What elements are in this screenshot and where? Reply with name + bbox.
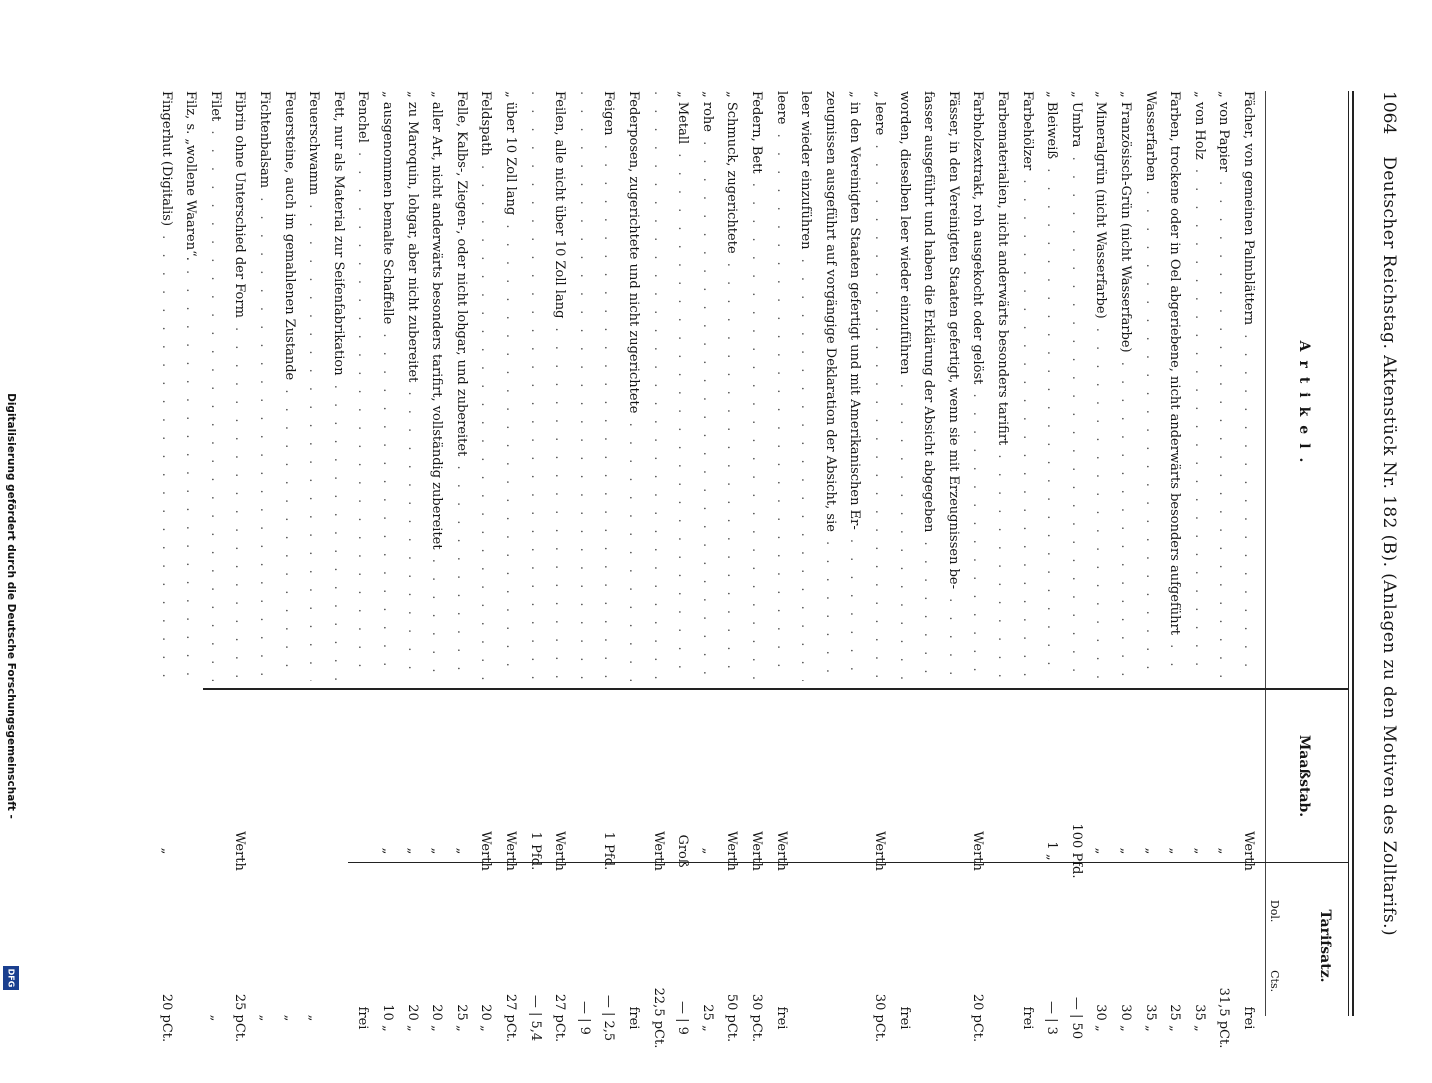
measure-cell: Werth [872,831,887,871]
header-bottom-rule [1265,91,1266,1016]
table-row [1165,91,1184,1032]
article-cell: Farbematerialien, nicht anderwärts besonders tarifirt . . . [993,91,1012,681]
rate-cell: 30 „ [1118,1004,1133,1032]
rate-cell: „ [281,1014,297,1022]
article-cell: Feldspath . . . [476,91,495,681]
table-row [255,91,274,1022]
article-cell: „ Schmuck, zugerichtete . . . [722,91,741,681]
table-row [353,91,372,1030]
rate-cell: 30 pCt. [872,993,887,1043]
article-cell: „ Mineralgrün (nicht Wasserfarbe) . . . [1091,91,1110,681]
dfg-logo-text: DFG [6,968,16,988]
measure-cell: Werth [773,831,789,871]
rate-cell: „ [257,1014,272,1022]
article-cell: Feilen, alle nicht über 10 Zoll lang . . . [550,91,569,681]
measure-cell: „ [1142,847,1158,855]
table-row [1116,91,1135,1032]
article-cell: Fichtenbalsam . . . [255,91,274,681]
rate-cell: 50 pCt. [724,993,740,1043]
rate-cell: frei [626,1006,641,1030]
rate-cell: 25 „ [699,1004,715,1032]
table-row [624,91,643,1030]
article-cell: Wasserfarben . . . [1141,91,1160,681]
table-row [206,91,225,1022]
table-row [378,91,397,1032]
table-row [280,91,299,1022]
table-row [1190,91,1209,1032]
table-row [649,91,668,1049]
rate-cell: 27 pCt. [503,993,518,1043]
article-cell: Farbholzextrakt, roh ausgekocht oder gelöst . . . [968,91,987,681]
rate-cell: — | 3 [1044,1001,1060,1035]
article-cell: Filz, s. „wollene Waaren“. . . . [181,91,200,681]
measure-cell: „ [1216,847,1232,855]
table-row [476,91,495,1032]
article-cell: zeugnissen ausgeführt auf vorgängige Deklaration der Absicht, sie . . . [821,91,840,681]
page-number: 1064 [1379,91,1399,135]
document-page [0,16,1416,1049]
table-row [747,91,766,1043]
measure-cell: „ [1118,847,1133,855]
column-header-massstab: Maaßstab. [1296,734,1313,818]
table-row [1067,91,1086,1040]
rate-cell: 30 „ [1093,1004,1109,1032]
article-cell: Fenchel . . . [353,91,372,681]
table-row [895,91,914,1030]
table-row [599,91,618,1042]
rate-cell: 31,5 pCt. [1216,987,1232,1049]
article-cell: „ rohe . . . [698,91,717,681]
table-row [1239,91,1258,1030]
rate-cell: frei [896,1006,912,1030]
header-rule-thin [1348,91,1349,1016]
measure-cell: „ [158,847,174,855]
measure-cell: 100 Pfd. [1068,823,1084,879]
article-cell: „ in den Vereinigten Staaten gefertigt und mit Amerikanischen Er- . . . [845,91,864,681]
measure-cell: Werth [552,831,568,871]
table-row [329,91,348,1016]
article-cell: Federposen, zugerichtete und nicht zugerichtete . . . [624,91,643,681]
table-row [722,91,741,1043]
table-row [944,91,963,1016]
measure-cell: Werth [749,831,764,871]
measure-cell: „ [1191,847,1207,855]
page-title: Deutscher Reichstag. Aktenstück Nr. 182 (B). (Anlagen zu den Motiven des Zolltarifs.) [1379,156,1399,937]
subheader-cts: Cts. [1268,970,1281,993]
rate-cell: 20 „ [404,1004,420,1032]
rate-cell: frei [773,1006,789,1030]
table-row [526,91,545,1042]
table-row [501,91,520,1043]
table-row [1091,91,1110,1032]
article-cell: Fässer, in den Vereinigten Staaten gefertigt, wenn sie mit Erzeugnissen be- . . . [944,91,963,681]
measure-cell: 1 Pfd. [601,831,617,871]
rate-cell: frei [355,1006,371,1030]
rate-cell: 20 „ [429,1004,445,1032]
measure-cell: 1 „ [1044,841,1060,861]
rate-cell: 20 pCt. [970,993,986,1043]
measure-cell: „ [429,847,445,855]
article-cell: „ ausgenommen bemalte Schaffelle . . . [378,91,397,681]
rate-cell: „ [207,1014,223,1022]
article-cell [649,91,668,681]
article-cell: Fächer, von gemeinen Palmblättern . . . [1239,91,1258,681]
article-cell: Fingerhut (Digitalis) . . . [157,91,176,681]
article-cell: „ Bleiweiß . . . [1042,91,1061,681]
rate-cell: 25 „ [453,1004,469,1032]
table-row [452,91,471,1032]
measure-cell: Werth [1241,831,1256,871]
measure-cell: „ [1093,847,1109,855]
article-cell: „ aller Art, nicht anderwärts besonders tarifirt, vollständig zubereitet . . . [427,91,446,681]
article-cell: Farben, trockene oder in Oel abgeriebene, nicht anderwärts besonders aufgeführt . . . [1165,91,1184,681]
table-row [772,91,791,1030]
column-header-tarif: Tarifsatz. [1317,909,1333,983]
measure-cell: „ [404,847,420,855]
table-row [575,91,594,1035]
article-cell: Fett, nur als Material zur Seifenfabrikation . . . [329,91,348,681]
rate-cell: frei [1241,1006,1256,1030]
measure-cell: Groß [675,834,691,868]
rate-cell: 20 „ [478,1004,494,1032]
rate-cell: 22,5 pCt. [650,987,666,1049]
article-cell: „ von Holz . . . [1190,91,1209,681]
article-cell: Federn, Bett . . . [747,91,766,681]
article-cell: fasser ausgeführt und haben die Erklärung der Absicht abgegeben . . . [919,91,938,681]
header-rule [1352,91,1354,1016]
article-cell: Farbehölzer . . . [1018,91,1037,681]
article-cell: „ von Papier . . . [1214,91,1233,681]
measure-cell: Werth [478,831,494,871]
table-row [845,91,864,1016]
table-row [1214,91,1233,1049]
measure-cell: Werth [724,831,740,871]
article-cell: „ Metall . . . [673,91,692,681]
table-row [1042,91,1061,1035]
article-cell: Felle, Kalbs-, Ziegen-, oder nicht lohgar, und zubereitet . . . [452,91,471,681]
table-row [1018,91,1037,1030]
measure-cell: „ [380,847,395,855]
rate-cell: — | 9 [675,1001,691,1035]
article-cell: worden, dieselben leer wieder einzuführen . . . [895,91,914,681]
measure-cell: Werth [650,831,666,871]
article-cell: leere . . . [772,91,791,681]
rate-cell: 10 „ [380,1004,395,1032]
rate-cell: 27 pCt. [552,993,568,1043]
subheader-dol: Dol. [1268,899,1281,923]
measure-cell: Werth [970,831,986,871]
rate-cell: — | 2,5 [601,994,617,1042]
rate-cell: frei [1019,1006,1035,1030]
article-cell: Feigen . . . [599,91,618,681]
rate-cell: 20 pCt. [158,993,174,1043]
rate-cell: 35 „ [1142,1004,1158,1032]
article-cell [575,91,594,681]
article-cell: „ zu Maroquin, lohgar, aber nicht zubereitet . . . [403,91,422,681]
table-row [993,91,1012,1016]
article-cell [526,91,545,681]
article-cell: Filet . . . [206,91,225,681]
tarif-subheaders [1268,876,1281,1016]
table-row [157,91,176,1043]
measure-cell: „ [699,847,715,855]
table-row [1141,91,1160,1032]
page-header [1372,91,1406,1016]
article-cell: „ Umbra . . . [1067,91,1086,681]
measure-cell: 1 Pfd. [527,831,543,871]
table-row [550,91,569,1043]
rate-cell: 30 pCt. [749,993,764,1043]
table-row [796,91,815,1016]
article-cell: Fibrin ohne Unterschied der Form . . . [230,91,249,681]
table-row [968,91,987,1043]
table-row [919,91,938,1016]
measure-cell: Werth [503,831,518,871]
funding-note-text: Digitalisierung gefördert durch die Deutsche Forschungsgemeinschaft - [5,393,17,819]
table-row [821,91,840,1016]
article-cell: Feuersteine, auch im gemahlenen Zustande . . . [280,91,299,681]
table-row [673,91,692,1035]
measure-cell: „ [453,847,469,855]
article-cell: „ Französisch-Grün (nicht Wasserfarbe) . . . [1116,91,1135,681]
table-row [427,91,446,1032]
measure-cell: Werth [232,831,248,871]
measure-cell: „ [1167,847,1183,855]
rate-cell: 25 „ [1167,1004,1183,1032]
article-cell: „ über 10 Zoll lang . . . [501,91,520,681]
rate-cell: — | 9 [576,1001,592,1035]
table-row [181,91,200,1016]
rate-cell: 25 pCt. [232,993,248,1043]
rate-cell: — | 5,4 [527,994,543,1042]
article-cell: leer wieder einzuführen . . . [796,91,815,681]
table-row [870,91,889,1043]
rate-cell: „ [306,1014,322,1022]
table-row [230,91,249,1043]
table-row [403,91,422,1032]
column-header-artikel: Artikel. [1296,340,1313,472]
article-cell: „ leere . . . [870,91,889,681]
table-row [698,91,717,1032]
table-row [304,91,323,1022]
article-cell: Feuerschwamm . . . [304,91,323,681]
rate-cell: 35 „ [1191,1004,1207,1032]
rate-cell: — | 50 [1068,996,1084,1040]
